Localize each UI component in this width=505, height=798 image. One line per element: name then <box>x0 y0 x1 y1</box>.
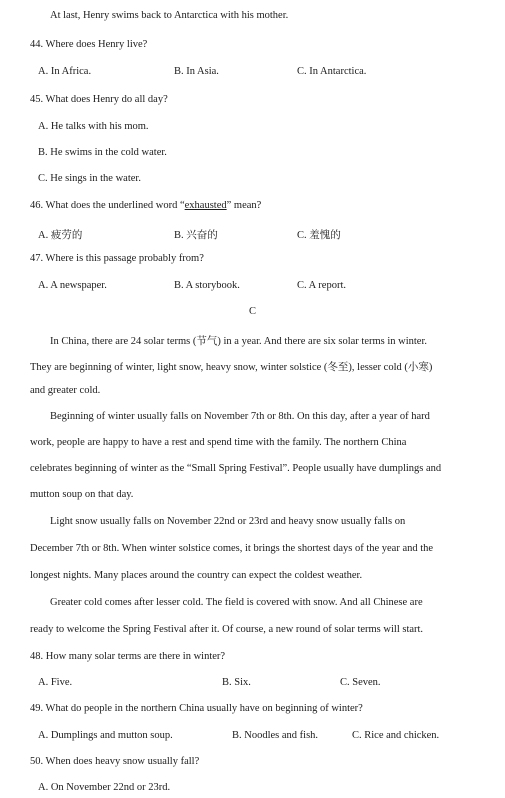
q48-option-a[interactable]: A. Five. <box>38 677 73 688</box>
q46-stem-post: ” mean? <box>226 200 262 211</box>
question-48-stem: 48. How many solar terms are there in winter? <box>30 651 226 662</box>
passage-p4-line2: ready to welcome the Spring Festival after it. Of course, a new round of solar terms will start. <box>30 624 424 635</box>
q46-stem-word: exhausted <box>184 200 227 211</box>
q49-option-c[interactable]: C. Rice and chicken. <box>352 730 440 741</box>
q47-option-c[interactable]: C. A report. <box>297 280 346 291</box>
q49-option-b[interactable]: B. Noodles and fish. <box>232 730 319 741</box>
section-c-heading: C <box>248 306 256 317</box>
q50-option-a[interactable]: A. On November 22nd or 23rd. <box>38 782 171 793</box>
q46-option-a[interactable]: A. 疲劳的 <box>38 230 83 241</box>
q44-option-a[interactable]: A. In Africa. <box>38 66 92 77</box>
q45-option-a[interactable]: A. He talks with his mom. <box>38 121 149 132</box>
passage-p3-line1: Light snow usually falls on November 22nd or 23rd and heavy snow usually falls on <box>50 516 406 527</box>
passage-p4-line1: Greater cold comes after lesser cold. The field is covered with snow. And all Chinese are <box>50 597 423 608</box>
question-46-stem <box>30 200 261 211</box>
q44-option-c[interactable]: C. In Antarctica. <box>297 66 367 77</box>
question-49-stem: 49. What do people in the northern China usually have on beginning of winter? <box>30 703 363 714</box>
q45-option-c[interactable]: C. He sings in the water. <box>38 173 141 184</box>
passage-p2-line4: mutton soup on that day. <box>30 489 134 500</box>
passage-p1-line2: They are beginning of winter, light snow, heavy snow, winter solstice (冬至), lesser cold (小寒) <box>30 362 433 373</box>
passage-p1-line3: and greater cold. <box>30 385 101 396</box>
passage-p3-line2: December 7th or 8th. When winter solstice comes, it brings the shortest days of the year and the <box>30 543 434 554</box>
q47-option-b[interactable]: B. A storybook. <box>174 280 240 291</box>
q46-option-b[interactable]: B. 兴奋的 <box>174 230 218 241</box>
q49-option-a[interactable]: A. Dumplings and mutton soup. <box>38 730 173 741</box>
passage-p2-line2: work, people are happy to have a rest and spend time with the family. The northern China <box>30 437 407 448</box>
passage-p2-line3: celebrates beginning of winter as the “Small Spring Festival”. People usually have dumplings and <box>30 463 442 474</box>
passage-closing-line: At last, Henry swims back to Antarctica with his mother. <box>50 10 289 21</box>
question-50-stem: 50. When does heavy snow usually fall? <box>30 756 200 767</box>
q48-option-b[interactable]: B. Six. <box>222 677 251 688</box>
q47-option-a[interactable]: A. A newspaper. <box>38 280 107 291</box>
q48-option-c[interactable]: C. Seven. <box>340 677 381 688</box>
question-44-stem: 44. Where does Henry live? <box>30 39 148 50</box>
q46-option-c[interactable]: C. 羞愧的 <box>297 230 341 241</box>
question-45-stem: 45. What does Henry do all day? <box>30 94 168 105</box>
question-47-stem: 47. Where is this passage probably from? <box>30 253 204 264</box>
q46-stem-pre: 46. What does the underlined word “ <box>30 200 185 211</box>
passage-p3-line3: longest nights. Many places around the country can expect the coldest weather. <box>30 570 363 581</box>
passage-p1-line1: In China, there are 24 solar terms (节气) in a year. And there are six solar terms in winter. <box>50 336 428 347</box>
q45-option-b[interactable]: B. He swims in the cold water. <box>38 147 167 158</box>
passage-p2-line1: Beginning of winter usually falls on November 7th or 8th. On this day, after a year of hard <box>50 411 430 422</box>
q44-option-b[interactable]: B. In Asia. <box>174 66 219 77</box>
